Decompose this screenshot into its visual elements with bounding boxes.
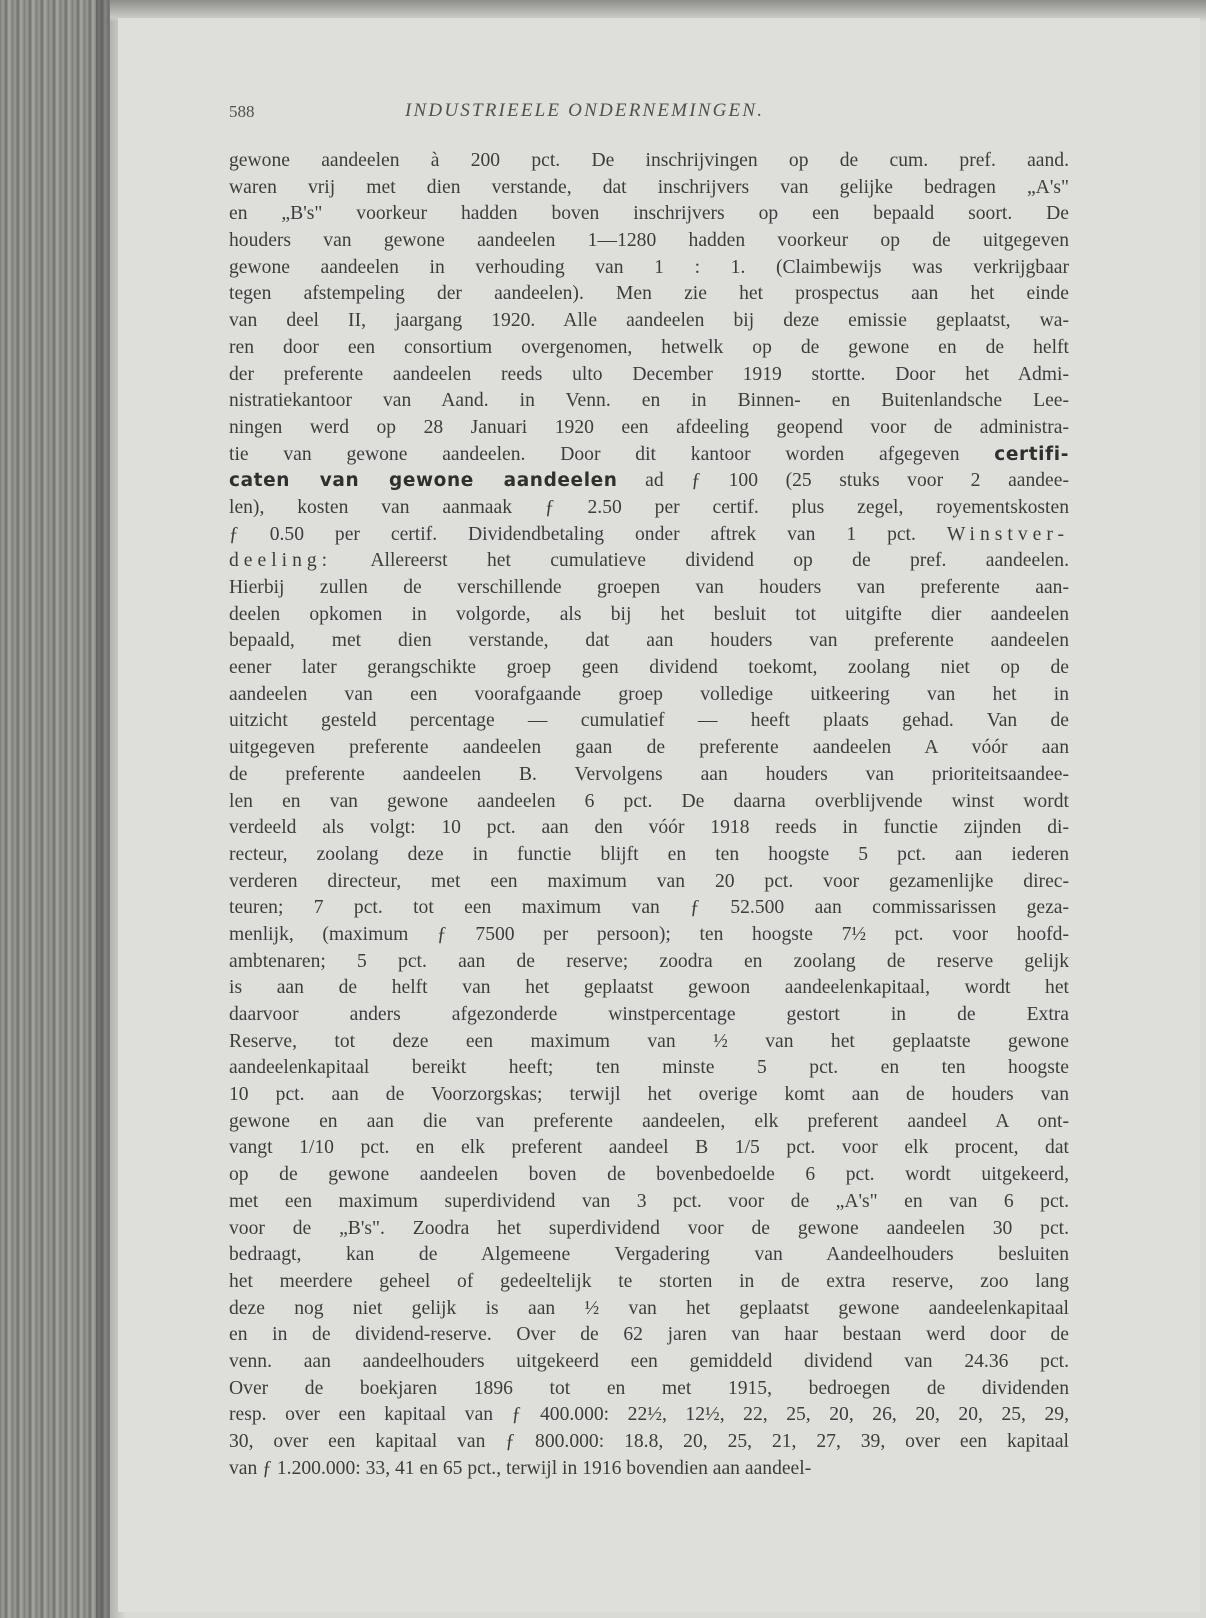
text-line: waren vrij met dien verstande, dat inschrijvers van gelijke bedragen „A's" xyxy=(229,176,1069,198)
text-line: ren door een consortium overgenomen, hetwelk op de gewone en de helft xyxy=(229,336,1069,358)
page-header xyxy=(229,100,1089,130)
text-line: 30, over een kapitaal van ƒ 800.000: 18.8, 20, 25, 21, 27, 39, over een kapitaal xyxy=(229,1431,1069,1452)
text-line: gewone aandeelen in verhouding van 1 : 1. (Claimbewijs was verkrijgbaar xyxy=(229,256,1069,278)
text-line: op de gewone aandeelen boven de bovenbedoelde 6 pct. wordt uitgekeerd, xyxy=(229,1164,1069,1186)
text-line: 10 pct. aan de Voorzorgskas; terwijl het overige komt aan de houders van xyxy=(229,1084,1069,1106)
text-line: verdeeld als volgt: 10 pct. aan den vóór 1918 reeds in functie zijnden di- xyxy=(229,817,1069,839)
text-line: de preferente aandeelen B. Vervolgens aan houders van prioriteitsaandee- xyxy=(229,763,1069,785)
page-number: 588 xyxy=(229,102,255,121)
spaced-term-winstverdeeling: deeling: xyxy=(229,550,333,572)
text-line: en in de dividend-reserve. Over de 62 jaren van haar bestaan werd door de xyxy=(229,1324,1069,1346)
book-page-edges xyxy=(0,0,110,1618)
text-line: teuren; 7 pct. tot een maximum van ƒ 52.500 aan commissarissen geza- xyxy=(229,897,1069,919)
body-text xyxy=(229,148,1069,1482)
text-line: het meerdere geheel of gedeeltelijk te storten in de extra reserve, zoo lang xyxy=(229,1270,1069,1292)
text-line: tegen afstempeling der aandeelen). Men zie het prospectus aan het einde xyxy=(229,283,1069,305)
text-line: deze nog niet gelijk is aan ½ van het geplaatst gewone aandeelenkapitaal xyxy=(229,1297,1069,1319)
text-line: venn. aan aandeelhouders uitgekeerd een gemiddeld dividend van 24.36 pct. xyxy=(229,1350,1069,1372)
running-title: INDUSTRIEELE ONDERNEMINGEN. xyxy=(405,100,765,121)
text-line: eener later gerangschikte groep geen dividend toekomt, zoolang niet op de xyxy=(229,657,1069,679)
text-line: deelen opkomen in volgorde, als bij het besluit tot uitgifte dier aandeelen xyxy=(229,603,1069,625)
text-line: uitzicht gesteld percentage — cumulatief — heeft plaats gehad. Van de xyxy=(229,710,1069,732)
text-line: houders van gewone aandeelen 1—1280 hadden voorkeur op de uitgegeven xyxy=(229,230,1069,252)
text-line: deeling: Allereerst het cumulatieve dividend op de pref. aandeelen. xyxy=(229,550,1069,572)
text-line: daarvoor anders afgezonderde winstpercentage gestort in de Extra xyxy=(229,1004,1069,1025)
text-line: met een maximum superdividend van 3 pct. voor de „A's" en van 6 pct. xyxy=(229,1190,1069,1212)
text-line: van deel II, jaargang 1920. Alle aandeelen bij deze emissie geplaatst, wa- xyxy=(229,310,1069,332)
text-line: resp. over een kapitaal van ƒ 400.000: 22½, 12½, 22, 25, 20, 26, 20, 20, 25, 29, xyxy=(229,1404,1069,1426)
text-line: ƒ 0.50 per certif. Dividendbetaling onder aftrek van 1 pct. Winstver- xyxy=(229,523,1069,545)
text-line: nistratiekantoor van Aand. in Venn. en in Binnen- en Buitenlandsche Lee- xyxy=(229,390,1069,412)
text-line: Over de boekjaren 1896 tot en met 1915, bedroegen de dividenden xyxy=(229,1377,1069,1399)
text-line: is aan de helft van het geplaatst gewoon aandeelenkapitaal, wordt het xyxy=(229,977,1069,999)
text-line: tie van gewone aandeelen. Door dit kantoor worden afgegeven certifi- xyxy=(229,443,1069,465)
spaced-term-winstverdeeling: Winstver- xyxy=(946,523,1069,545)
text-line: en „B's" voorkeur hadden boven inschrijvers op een bepaald soort. De xyxy=(229,203,1069,225)
text-line: gewone aandeelen à 200 pct. De inschrijvingen op de cum. pref. aand. xyxy=(229,150,1069,171)
text-line: vangt 1/10 pct. en elk preferent aandeel B 1/5 pct. voor elk procent, dat xyxy=(229,1137,1069,1159)
text-line: ambtenaren; 5 pct. aan de reserve; zoodra en zoolang de reserve gelijk xyxy=(229,950,1069,972)
text-line: menlijk, (maximum ƒ 7500 per persoon); ten hoogste 7½ pct. voor hoofd- xyxy=(229,923,1069,945)
text-line: aandeelen van een voorafgaande groep volledige uitkeering van het in xyxy=(229,683,1069,705)
text-line: len en van gewone aandeelen 6 pct. De daarna overblijvende winst wordt xyxy=(229,790,1069,812)
text-line: aandeelenkapitaal bereikt heeft; ten minste 5 pct. en ten hoogste xyxy=(229,1057,1069,1079)
text-line: van ƒ 1.200.000: 33, 41 en 65 pct., terwijl in 1916 bovendien aan aandeel- xyxy=(229,1457,812,1479)
text-line: bepaald, met dien verstande, dat aan houders van preferente aandeelen xyxy=(229,630,1069,652)
text-line: caten van gewone aandeelen ad ƒ 100 (25 stuks voor 2 aandee- xyxy=(229,470,1069,492)
text-line: verderen directeur, met een maximum van 20 pct. voor gezamenlijke direc- xyxy=(229,870,1069,892)
bold-term-certificaten: caten van gewone aandeelen xyxy=(229,470,618,492)
text-line: gewone en aan die van preferente aandeelen, elk preferent aandeel A ont- xyxy=(229,1110,1069,1132)
text-line: recteur, zoolang deze in functie blijft en ten hoogste 5 pct. aan iederen xyxy=(229,843,1069,865)
text-line: Hierbij zullen de verschillende groepen van houders van preferente aan- xyxy=(229,577,1069,598)
text-line: ningen werd op 28 Januari 1920 een afdeeling geopend voor de administra- xyxy=(229,416,1069,438)
text-line: Reserve, tot deze een maximum van ½ van het geplaatste gewone xyxy=(229,1030,1069,1052)
text-line: voor de „B's". Zoodra het superdividend voor de gewone aandeelen 30 pct. xyxy=(229,1217,1069,1239)
text-line: der preferente aandeelen reeds ulto December 1919 stortte. Door het Admi- xyxy=(229,363,1069,385)
text-line: len), kosten van aanmaak ƒ 2.50 per certif. plus zegel, royementskosten xyxy=(229,496,1069,518)
bold-term-certificaten: certifi- xyxy=(994,443,1069,465)
text-line: bedraagt, kan de Algemeene Vergadering van Aandeelhouders besluiten xyxy=(229,1244,1069,1266)
text-line: uitgegeven preferente aandeelen gaan de preferente aandeelen A vóór aan xyxy=(229,737,1069,759)
